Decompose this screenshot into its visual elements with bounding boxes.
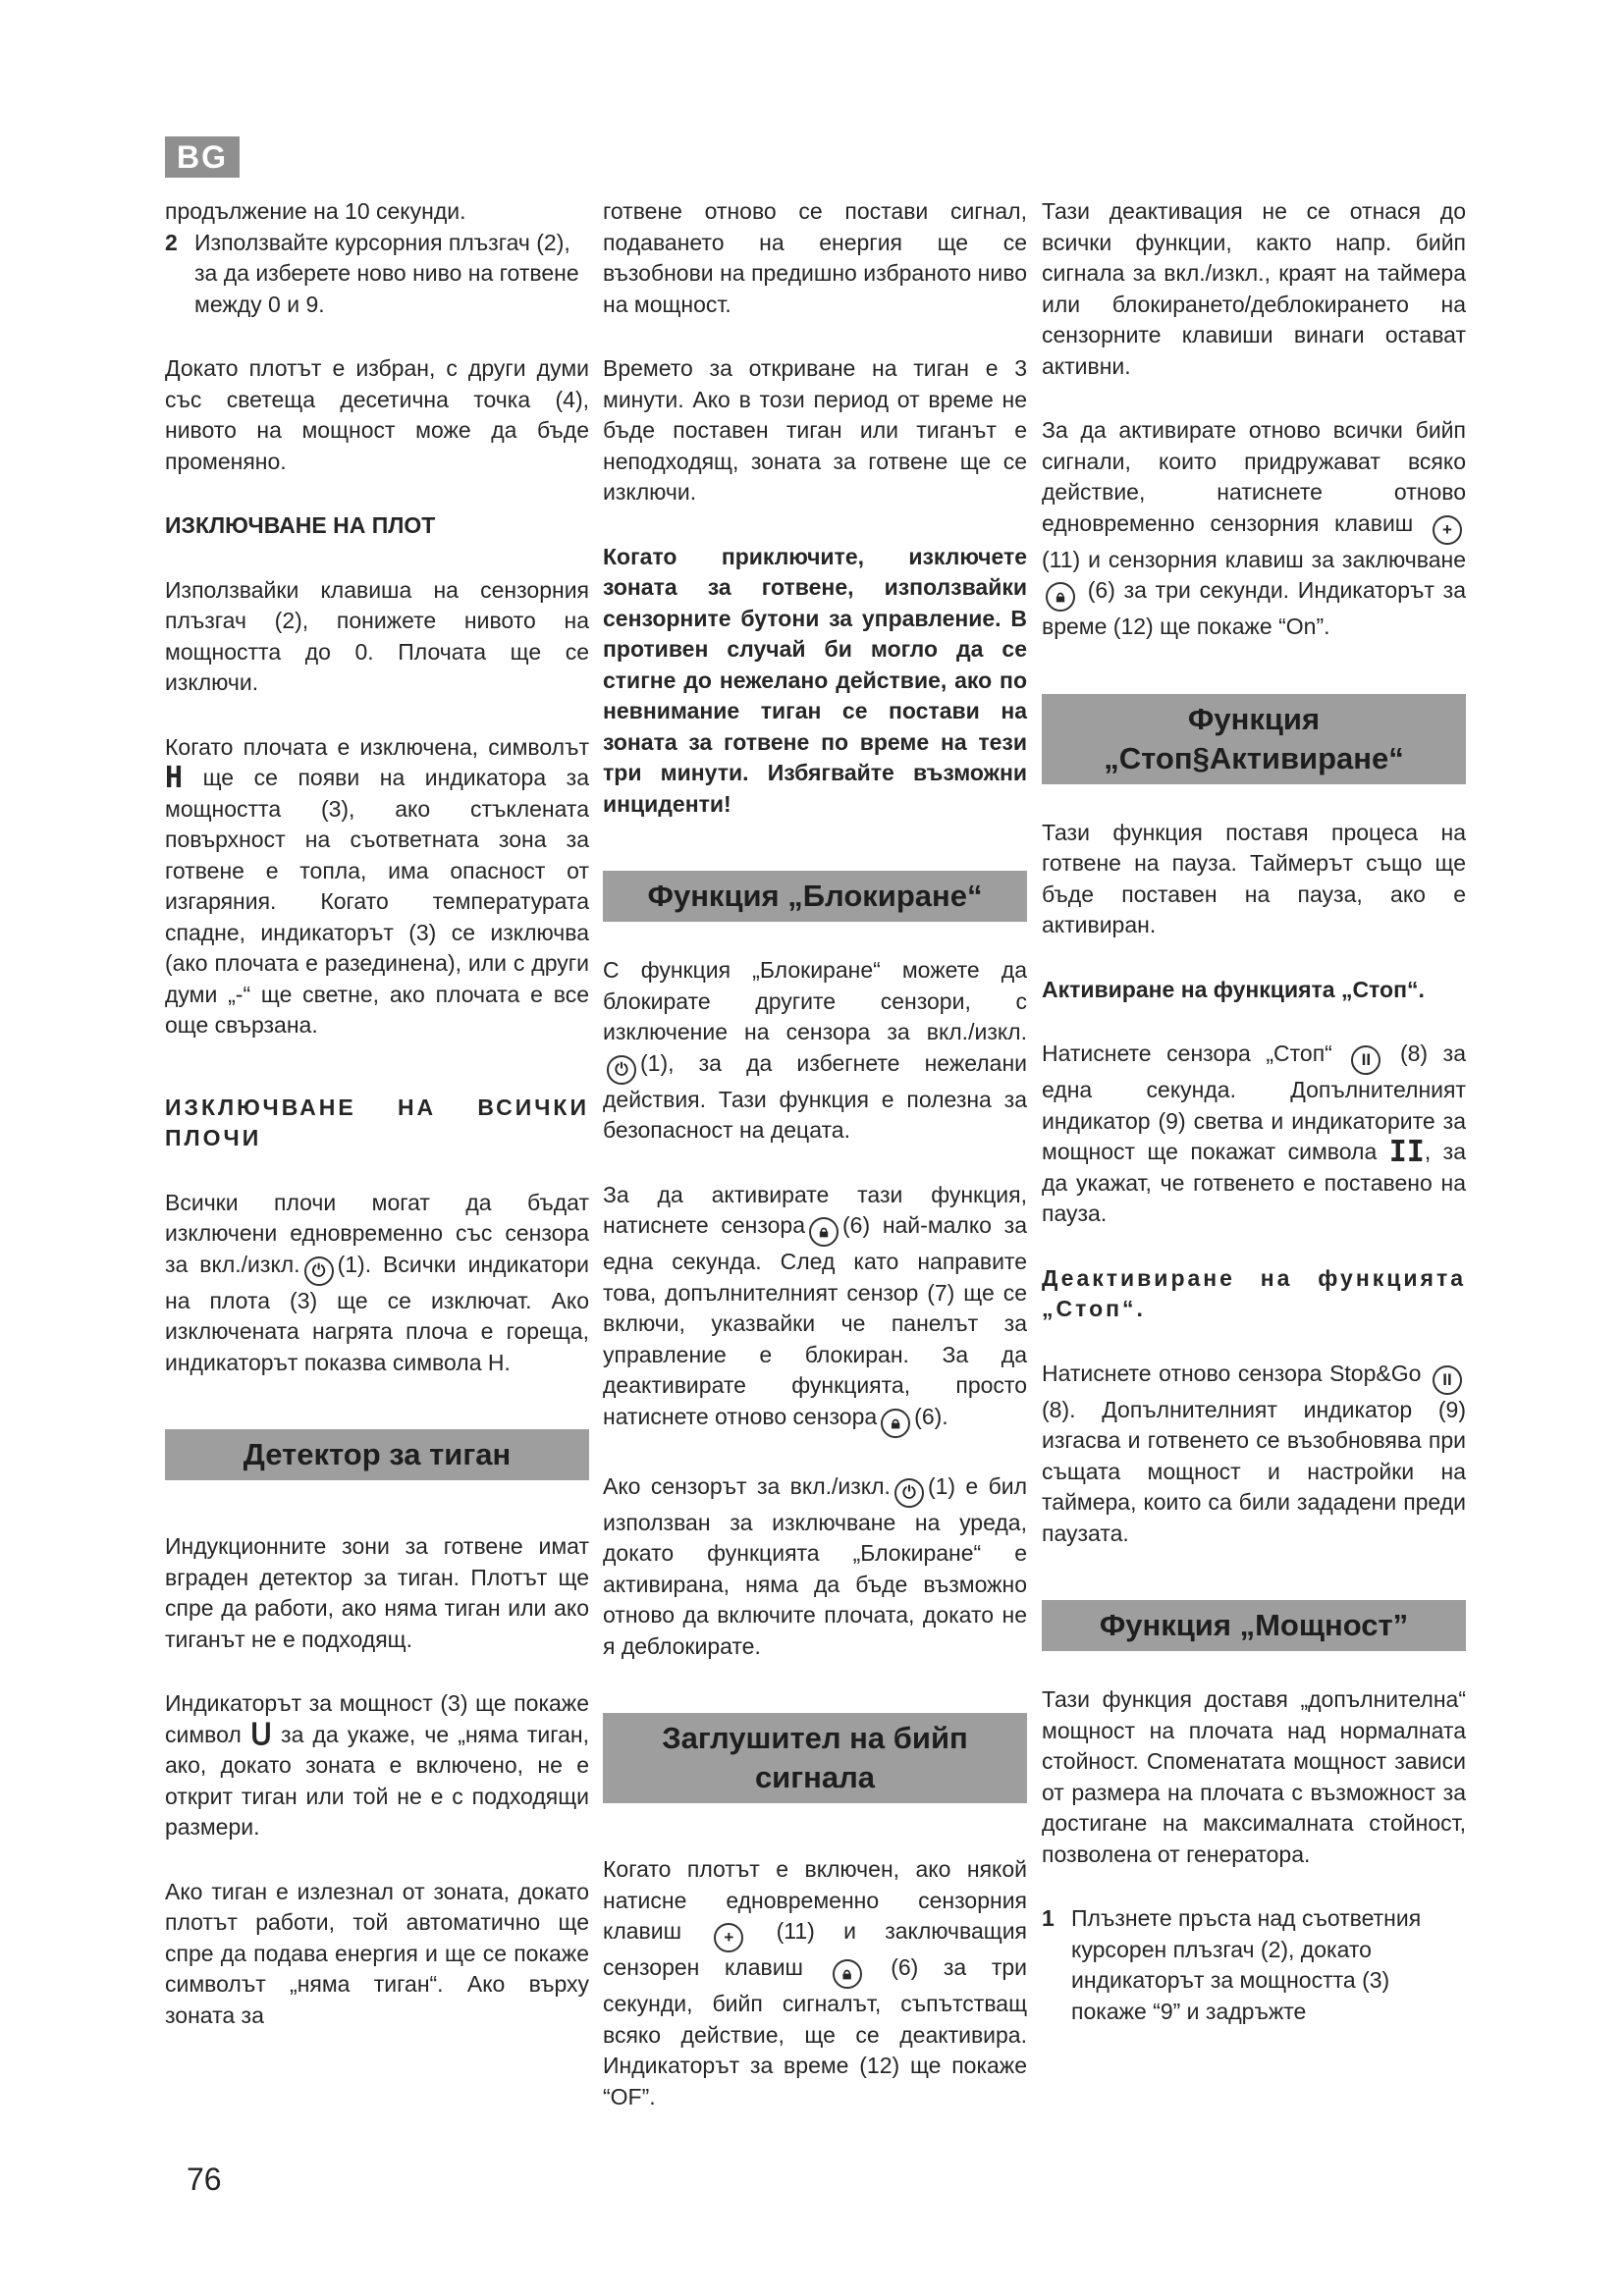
column-2 xyxy=(603,196,1027,2112)
pause-icon: II xyxy=(1433,1365,1462,1395)
text-span: Когато плочата е изключена, символът xyxy=(165,733,589,760)
text-span: За да активирате отново всички бийп сигнали, които придружават всяко действие, натиснете отново едновременно сензорния клавиш xyxy=(1042,417,1466,536)
pause-icon: II xyxy=(1351,1045,1380,1075)
section-heading: ИЗКЛЮЧВАНЕ НА ПЛОТ xyxy=(165,512,436,538)
paragraph: Ако тиган е излезнал от зоната, докато плотът работи, той автоматично ще спре да подава енергия и ще се покаже символът „няма тиган“. Ако върху зоната за xyxy=(165,1878,589,2028)
paragraph xyxy=(165,1688,589,1843)
lock-icon: 🔒︎ xyxy=(809,1217,839,1247)
paragraph xyxy=(1042,1359,1466,1550)
no-pan-symbol-icon: ᑌ xyxy=(249,1717,272,1752)
paragraph: Времето за откриване на тиган е 3 минути. Ако в този период от време не бъде поставен тиган или тиганът е неподходящ, зоната за готвене ще се изключи. xyxy=(603,355,1027,505)
section-box-heading: Функция „Стоп§Активиране“ xyxy=(1042,694,1466,784)
text-span: (11) и заключващия сензорен клавиш xyxy=(603,1918,1028,1980)
text-span: (8) за една секунда. Допълнителният индикатор (9) светва и индикаторите за мощност ще покажат символа xyxy=(1042,1041,1467,1164)
text-span: (6) най-малко за една секунда. След като направите това, допълнителният сензор (7) ще се включи, указвайки че панелът за управление е блокиран. За да деактивирате функцията, просто натиснете отново сензора xyxy=(603,1212,1027,1429)
paragraph: продължение на 10 секунди. xyxy=(165,198,466,224)
text-span: (1) е бил използван за изключване на уреда, докато функцията „Блокиране“ е активирана, няма да бъде възможно отново да включите плочата, докато не я деблокирате. xyxy=(603,1472,1028,1659)
warning-paragraph: Когато приключите, изключете зоната за готвене, използвайки сензорните бутони за управление. В противен случай би могло да се стигне до нежелано действие, ако по невнимание тиган се постави на зоната за готвене по време на тези три минути. Избягвайте възможни инциденти! xyxy=(603,543,1027,817)
text-span: За да активирате тази функция, натиснете сензора xyxy=(603,1181,1027,1238)
paragraph: Тази деактивация не се отнася до всички функции, както напр. бийп сигнала за вкл./изкл., краят на таймера или блокирането/деблокирането на сензорните клавиши винаги остават активни. xyxy=(1042,198,1466,379)
text-span: С функция „Блокиране“ можете да блокирате другите сензори, с изключение на сензора за вкл./изкл. xyxy=(603,957,1027,1044)
paragraph xyxy=(603,955,1027,1147)
paragraph: Индукционните зони за готвене имат вграден детектор за тиган. Плотът ще спре да работи, ако няма тиган или ако тиганът не е подходящ. xyxy=(165,1533,589,1652)
page-number: 76 xyxy=(187,2162,222,2197)
text-span: Ако сензорът за вкл./изкл. xyxy=(603,1472,891,1499)
text-span: (6). xyxy=(914,1403,948,1429)
list-text: Използвайте курсорния плъзгач (2), за да изберете ново ниво на готвене между 0 и 9. xyxy=(194,229,579,317)
text-span: (1), за да избегнете нежелани действия. Тази функция е полезна за безопасност на децата. xyxy=(603,1049,1027,1143)
plus-icon: + xyxy=(714,1923,743,1952)
column-3 xyxy=(1042,196,1466,2027)
lock-icon: 🔒︎ xyxy=(833,1959,862,1989)
paragraph xyxy=(1042,1039,1466,1230)
paragraph: Докато плотът е избран, с други думи със светеща десетична точка (4), нивото на мощност може да бъде променяно. xyxy=(165,355,589,474)
power-icon: ⏻ xyxy=(607,1055,636,1085)
paragraph xyxy=(165,1188,589,1379)
text-span: , за да укажат, че готвенето е поставено на пауза. xyxy=(1042,1139,1466,1226)
list-number: 2 xyxy=(165,229,178,255)
list-number: 1 xyxy=(1042,1905,1055,1931)
text-span: (6) за три секунди, бийп сигналът, съпътстващ всяко действие, ще се деактивира. Индикаторът за време (12) ще покаже “OF”. xyxy=(603,1954,1027,2109)
lock-icon: 🔒︎ xyxy=(881,1409,910,1438)
power-icon: ⏻ xyxy=(304,1256,334,1286)
column-1 xyxy=(165,196,589,2031)
section-box-heading: Функция „Блокиране“ xyxy=(603,871,1027,922)
lock-icon: 🔒︎ xyxy=(1046,582,1075,612)
paragraph xyxy=(1042,415,1466,643)
text-span: Всички плочи могат да бъдат изключени едновременно със сензора за вкл./изкл. xyxy=(165,1189,589,1277)
section-heading: ИЗКЛЮЧВАНЕ НА ВСИЧКИ ПЛОЧИ xyxy=(165,1094,589,1150)
section-box-heading: Детектор за тиган xyxy=(165,1429,589,1480)
text-span: за да укаже, че „няма тиган, ако, докато зоната е включено, не е открит тиган или той не е с подходящи размери. xyxy=(165,1721,589,1840)
text-span: (8). Допълнителният индикатор (9) изгасва и готвенето се възобновява при същата мощност и настройки на таймера, които са били зададени преди паузата. xyxy=(1042,1396,1466,1546)
text-span: ще се появи на индикатора за мощността (3), ако стъклената повърхност на съответната зона за готвене е топла, има опасност от изгаряния. Когато температурата спадне, индикаторът (3) се изключва (ако плочата е разединена), или с други думи „-“ ще светне, ако плочата е все още свързана. xyxy=(165,765,589,1038)
text-span: (1). Всички индикатори на плота (3) ще се изключат. Ако изключената нагрята плоча е гореща, индикаторът показва символа Н. xyxy=(165,1251,589,1375)
section-box-heading: Заглушител на бийп сигнала xyxy=(603,1713,1027,1803)
text-span: Натиснете отново сензора Stop&Go xyxy=(1042,1360,1422,1386)
text-span: Индикаторът за мощност (3) ще покаже символ xyxy=(165,1690,589,1747)
list-item xyxy=(165,228,589,321)
section-box-heading: Функция „Мощност” xyxy=(1042,1600,1466,1651)
text-span: (11) и сензорния клавиш за заключване xyxy=(1042,546,1466,572)
text-span: Натиснете сензора „Стоп“ xyxy=(1042,1041,1332,1066)
plus-icon: + xyxy=(1433,515,1462,545)
subsection-heading: Активиране на функцията „Стоп“. xyxy=(1042,976,1425,1002)
paragraph xyxy=(603,1854,1027,2112)
paragraph: Тази функция доставя „допълнителна“ мощност на плочата над нормалната стойност. Споменатата мощност зависи от размера на плочата с възможност за достигане на максималната стойност, позволена от генератора. xyxy=(1042,1686,1466,1867)
list-text: Плъзнете пръста над съответния курсорен плъзгач (2), докато индикаторът за мощността (3) покаже “9” и задръжте xyxy=(1071,1905,1422,2024)
paragraph: готвене отново се постави сигнал, подаването на енергия ще се възобнови на предишно избраното ниво на мощност. xyxy=(603,198,1027,317)
pause-symbol: II xyxy=(1388,1135,1425,1169)
paragraph xyxy=(165,732,589,1041)
paragraph: Тази функция поставя процеса на готвене на пауза. Таймерът също ще бъде поставен на пауза, ако е активиран. xyxy=(1042,819,1466,937)
text-span: (6) за три секунди. Индикаторът за време (12) ще покаже “On”. xyxy=(1042,577,1466,639)
power-icon: ⏻ xyxy=(894,1478,924,1508)
list-item xyxy=(1042,1903,1466,2027)
paragraph xyxy=(603,1180,1027,1438)
paragraph: Използвайки клавиша на сензорния плъзгач (2), понижете нивото на мощността до 0. Плочата ще се изключи. xyxy=(165,576,589,695)
language-badge: BG xyxy=(165,136,240,178)
subsection-heading: Деактивиране на функцията „Стоп“. xyxy=(1042,1264,1466,1321)
paragraph xyxy=(603,1471,1027,1663)
text-span: Когато плотът е включен, ако някой натисне едновременно сензорния клавиш xyxy=(603,1856,1027,1944)
h-symbol: H xyxy=(165,761,184,795)
